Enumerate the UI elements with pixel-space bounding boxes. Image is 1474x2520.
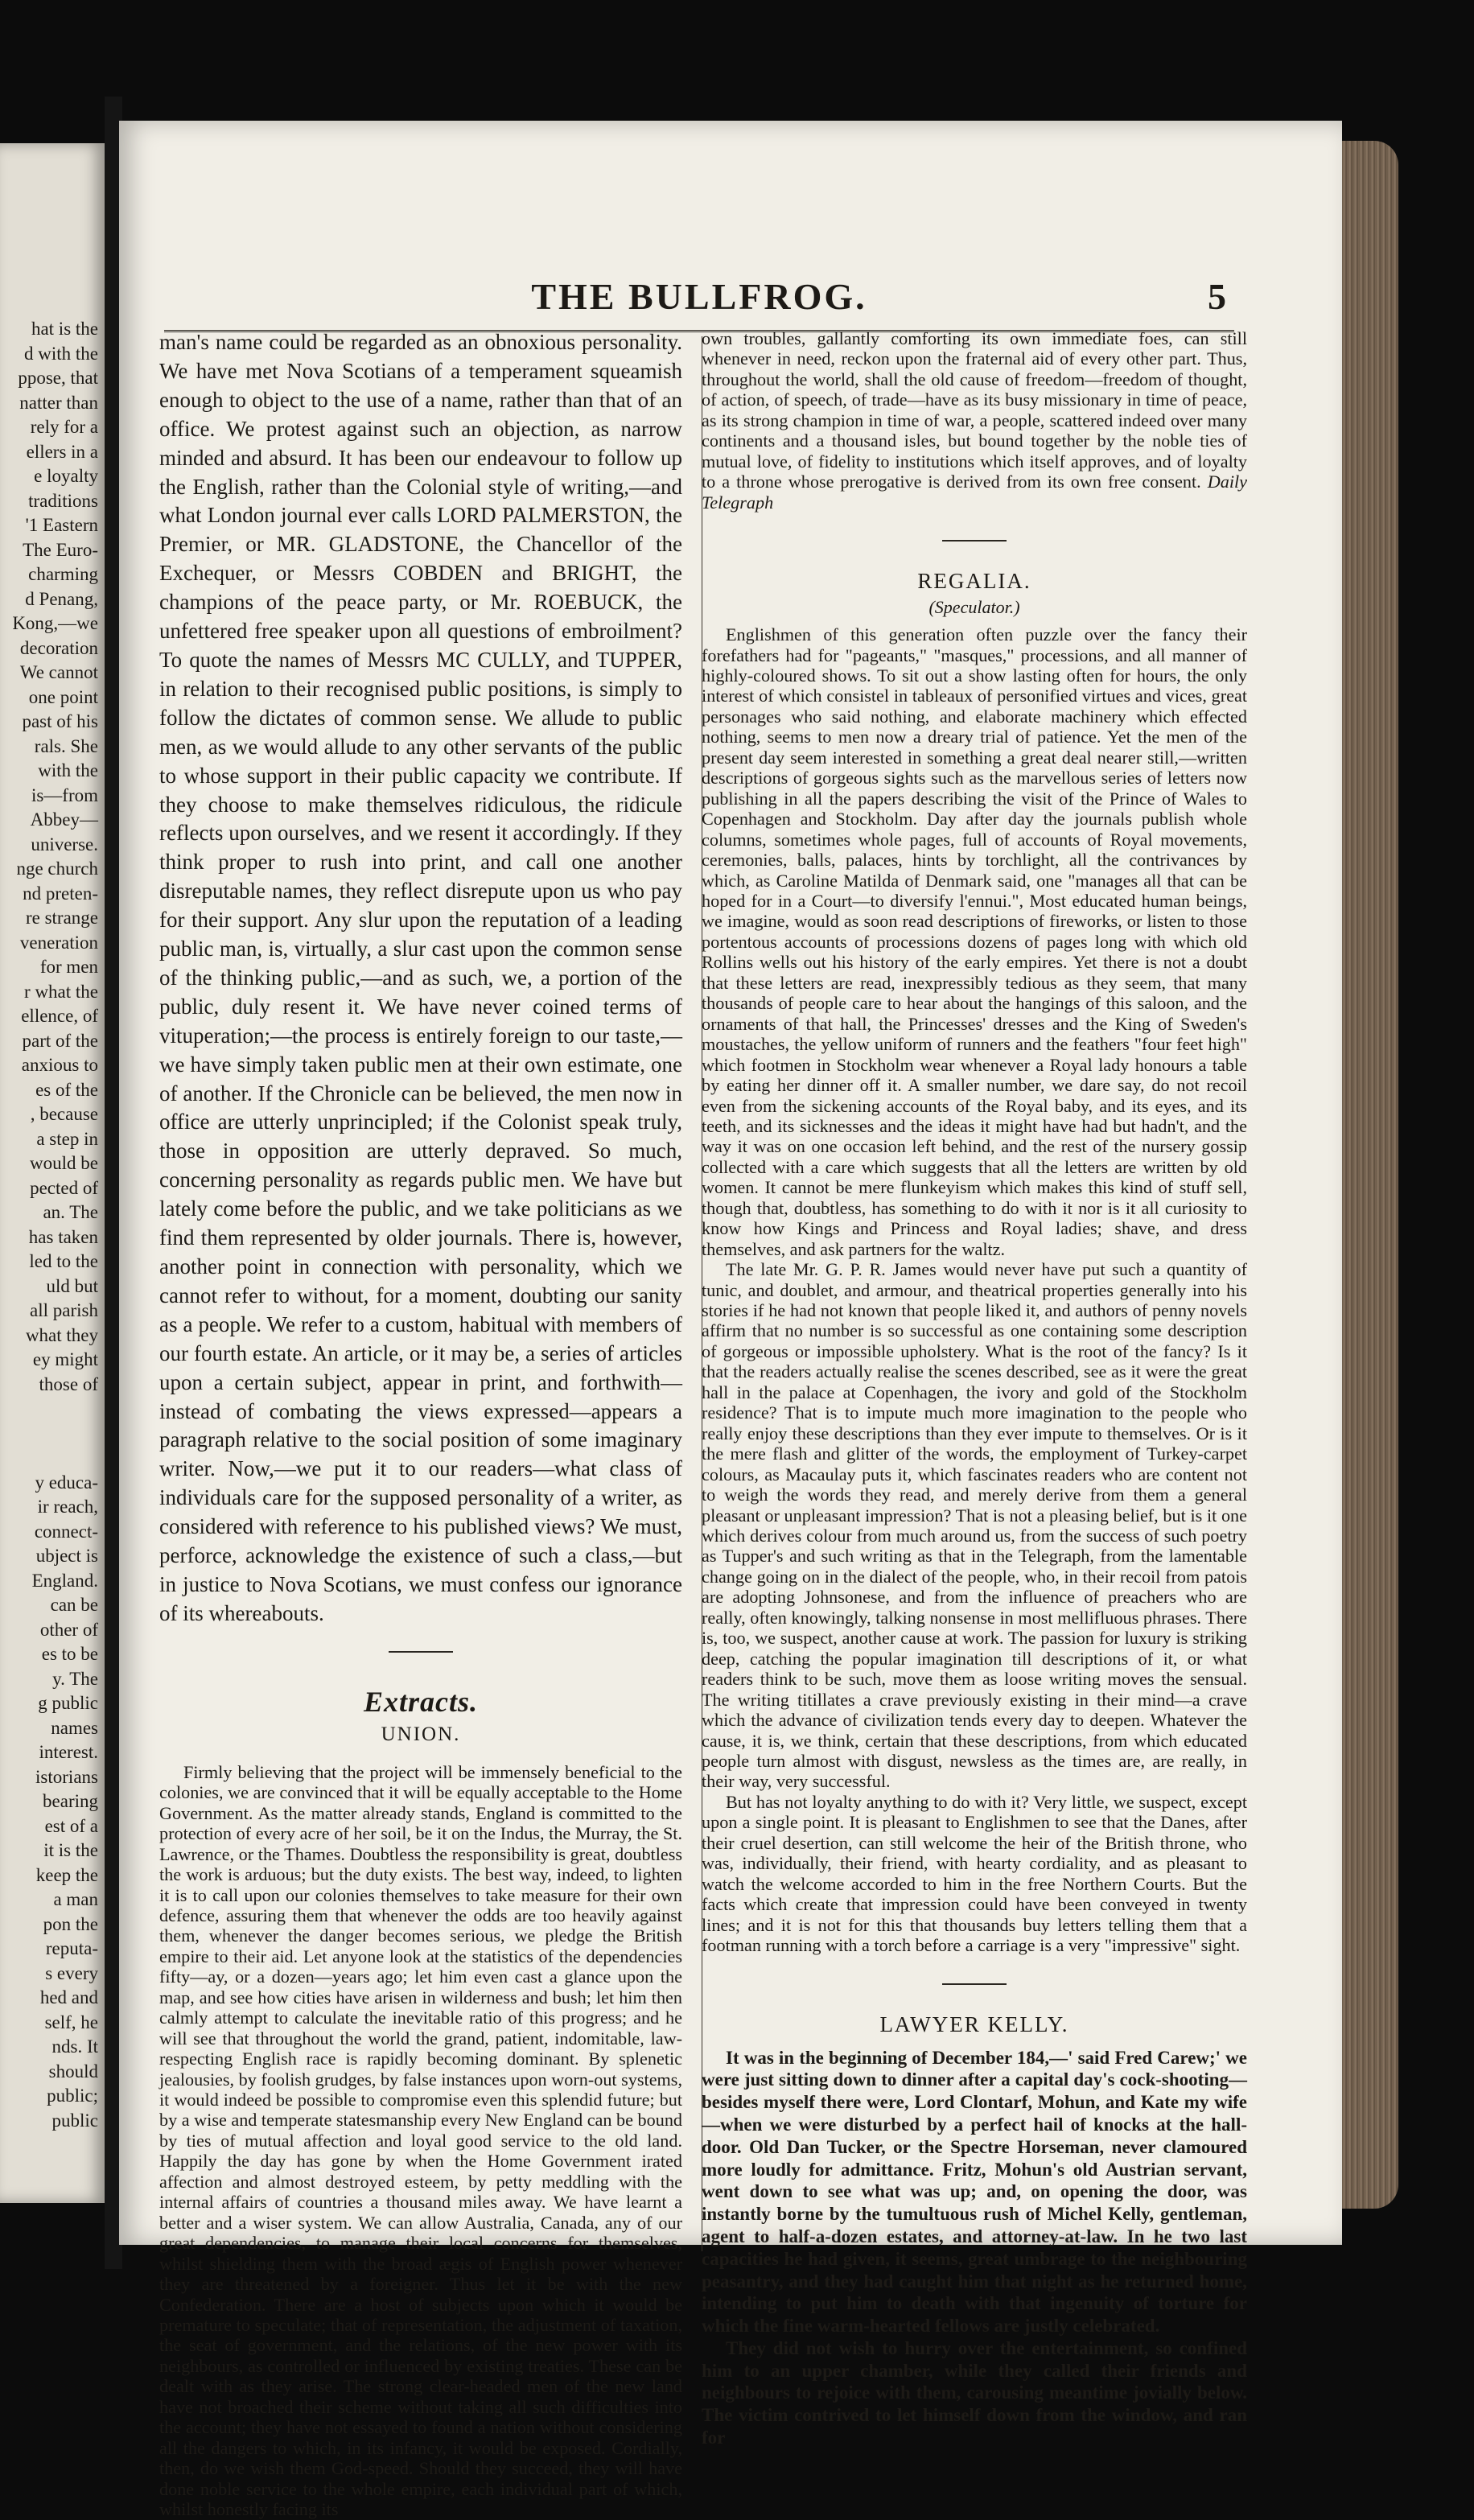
left-page-line: The Euro-	[23, 539, 98, 560]
left-page-line: We cannot	[19, 662, 98, 682]
section-rule	[942, 1983, 1007, 1985]
union-source: Daily Telegraph	[702, 471, 1247, 513]
left-page-line: r what the	[24, 981, 98, 1002]
union-title: UNION.	[381, 1723, 461, 1745]
left-page-line: es to be	[41, 1644, 98, 1664]
left-page-line: , because	[30, 1104, 98, 1124]
page-edges	[1342, 141, 1398, 2209]
left-page-line: charming	[28, 564, 98, 584]
left-page-line: Kong,—we	[12, 613, 98, 633]
union-continued-text: own troubles, gallantly comforting its own immediate foes, can still whenever in need, reckon upon the fraternal aid of every other part. Thus, throughout the world, shall the old cause of freedom—freedom of thought, of action, of speech, of trade—have as its busy missionary in time of peace, as its strong champion in time of war, a people, scattered indeed over many continents and a thousand isles, but bound together by the noble ties of mutual love, of fidelity to institutions which itself approves, and of loyalty to a throne whose prerogative is derived from its own free consent.	[702, 328, 1247, 492]
left-page-line: rals. She	[34, 735, 98, 756]
section-rule	[389, 1651, 453, 1653]
left-page-line: pon the	[43, 1913, 98, 1934]
regalia-source: (Speculator.)	[928, 597, 1020, 618]
union-continued-paragraph	[702, 328, 1247, 513]
left-page-line: ellers in a	[26, 441, 98, 462]
editorial-paragraph: man's name could be regarded as an obnoxious personality. We have met Nova Scotians of a temperament squeamish enough to object to the use of a name, rather than that of an office. We protest against such an objection, as narrow minded and absurd. It has been our endeavour to follow up the English, rather than the Colonial style of writing,—and what London journal ever calls LORD PALMERSTON, the Premier, or MR. GLADSTONE, the Chancellor of the Exchequer, or Messrs COBDEN and BRIGHT, the champions of the peace party, or Mr. ROEBUCK, the unfettered free speaker upon all questions of embroilment? To quote the names of Messrs MC CULLY, and TUPPER, in relation to their recognised public positions, is simply to follow the dictates of common sense. We allude to public men, as we would allude to any other servants of the public to whose support in their public capacity we contribute. If they choose to make themselves ridiculous, the ridicule reflects upon ourselves, and we resent it accordingly. If they think proper to rush into print, and call one another disreputable names, they reflect disrepute upon us who pay for their support. Any slur upon the reputation of a leading public man, is, virtually, a slur cast upon the common sense of the thinking public,—and as such, we, a portion of the public, duly resent it. We have never coined terms of vituperation;—the process is entirely foreign to our taste,—we have simply taken public men at their own estimate, one of another. If the Chronicle can be believed, the men now in office are utterly unprincipled; if the Colonist speak truly, those in opposition are utterly depraved. So much, concerning personality as regards public men. We have but lately come before the public, and we take politicians as we find them represented by older journals. There is, however, another point in connection with personality, which we cannot refer to without, for a moment, doubting our sanity as a people. We refer to a custom, habitual with members of our fourth estate. An article, or it may be, a series of articles upon a certain subject, appear in print, and forthwith—instead of combating the views expressed—appears a paragraph relative to the social position of some imaginary writer. Now,—we put it to our readers—what class of individuals care for the supposed personality of a writer, as considered with reference to his published views? We must, perforce, acknowledge the existence of such a class,—but in justice to Nova Scotians, we must confess our ignorance of its whereabouts.	[159, 330, 682, 1625]
left-page-line: re strange	[25, 908, 98, 928]
left-page-line: nd preten-	[23, 883, 98, 904]
left-page-line: other of	[39, 1619, 98, 1640]
left-page-line: d Penang,	[25, 588, 98, 609]
lawyer-kelly-paragraph: It was in the beginning of December 184,—' said Fred Carew;' we were just sitting down to dinner after a capital day's cock-shooting—besides myself there were, Lord Clontarf, Mohun, and Kate my wife—when we were disturbed by a perfect hail of knocks at the hall-door. Old Dan Tucker, or the Spectre Horseman, never clamoured more loudly for admittance. Fritz, Mohun's old Austrian servant, went down to see what was up; and, on opening the door, was instantly borne by the tumultuous rush of Michel Kelly, gentleman, agent to half-a-dozen estates, and attorney-at-law. In he two last capacities he had given, it seems, great umbrage to the neighbouring peasantry, and they had caught him that night as he returned home, intending to put him to death with that ingenuity of torture for which the fine warm-hearted fellows are justly celebrated.	[702, 2047, 1247, 2337]
page-header	[164, 274, 1234, 330]
left-page-line: hed and	[39, 1987, 98, 2007]
left-page-line: self, he	[44, 2011, 98, 2032]
regalia-title: REGALIA.	[917, 569, 1031, 594]
left-page-line: y. The	[52, 1668, 98, 1689]
left-page-line: is—from	[31, 784, 98, 805]
page-title: THE BULLFROG.	[531, 276, 867, 317]
left-page-line: should	[48, 2061, 98, 2081]
left-page-line: has taken	[28, 1226, 98, 1247]
left-page-line: those of	[39, 1373, 98, 1394]
left-page-line: led to the	[29, 1251, 98, 1271]
left-page-line: d with the	[24, 343, 98, 364]
lawyer-kelly-paragraph: They did not wish to hurry over the entertainment, so confined him to an upper chamber, while they called their friends and neighbours to rejoice with them, carousing meantime jovially below. The victim contrived to let himself down from the window, and ran for	[702, 2337, 1247, 2448]
union-paragraph: Firmly believing that the project will be immensely beneficial to the colonies, we are convinced that it will be equally acceptable to the Home Government. As the matter already stands, England is committed to the protection of every acre of her soil, be it on the Indus, the Murray, the St. Lawrence, or the Thames. Doubtless the responsibility is great, doubtless the work is arduous; but the duty exists. The best way, indeed, to lighten it is to call upon our colonies themselves to take measure for their own defence, assuring them that whenever the odds are too heavily against them, whenever the danger becomes serious, we pledge the British empire to their aid. Let anyone look at the statistics of the dependencies fifty—ay, or a dozen—years ago; let him even cast a glance upon the map, and see how cities have arisen in wilderness and bush; let him then calmly attempt to calculate the inevitable ratio of this progress; and he will see that throughout the world the grand, patient, indomitable, law-respecting English race is rapidly becoming dominant. By splenetic jealousies, by foolish grudges, by false instances upon worn-out systems, it would indeed be possible to compromise even this splendid future; but by a wise and temperate statesmanship every New England can be bound by ties of mutual affection and loyal good service to the old land. Happily the day has gone by when the Home Government irated affection and almost destroyed esteem, by petty meddling with the internal affairs of countries a thousand miles away. We have learnt a better and a wiser system. We can allow Australia, Canada, any of our great dependencies, to manage their local concerns for themselves, whilst shielding them with the broad ægis of English power whenever they are threatened by a foreigner. Thus let it be with the new Confederation. There are a host of subjects upon which it would be premature to speculate; that of representation, the adjustment of taxation, the seat of government, and the relations, of the new power with its neighbours, as controlled or influenced by existing treaties. These can be dealt with as they arise. The strong clear-headed men of the new land have not broached their scheme without taking all such difficulties into the account; they have not essayed to found a nation without considering all the dangers to which, in its infancy, it would be exposed. Cordially, then, do we wish them God-speed. Should they succeed, they will have done noble service to the whole empire, each individual part of which, whilst honestly facing its	[159, 1761, 683, 2520]
lawyer-kelly-title: LAWYER KELLY.	[879, 2011, 1069, 2036]
left-page-line: anxious to	[21, 1055, 98, 1075]
left-page-line: s every	[45, 1962, 98, 1983]
left-page-line: ppose, that	[18, 368, 98, 388]
left-page-line: public;	[47, 2086, 98, 2106]
left-page-line: with the	[38, 760, 98, 780]
left-page-line: decoration	[19, 637, 98, 658]
left-page-line: it is the	[43, 1840, 98, 1860]
left-page-line: Abbey—	[30, 809, 98, 830]
left-page-line: ir reach,	[37, 1497, 98, 1517]
left-page-line: traditions	[28, 490, 98, 511]
left-page-line: uld but	[46, 1275, 98, 1296]
left-page-line: connect-	[34, 1521, 98, 1542]
extracts-heading: Extracts.	[363, 1685, 478, 1718]
left-page-line: names	[51, 1717, 98, 1738]
left-page-fragment	[0, 143, 105, 2203]
left-page-text	[0, 143, 105, 2133]
left-page-line: g public	[38, 1693, 98, 1713]
left-page-line: a step in	[36, 1128, 98, 1149]
left-page-line: keep the	[35, 1864, 98, 1885]
left-page-line: e loyalty	[34, 466, 98, 486]
left-page-line: ellence, of	[21, 1006, 98, 1026]
left-page-line: nds. It	[51, 2036, 98, 2057]
left-page-line: y educa-	[35, 1472, 98, 1493]
left-page-line: veneration	[19, 932, 98, 953]
regalia-paragraph: Englishmen of this generation often puzzle over the fancy their forefathers had for "pageants," "masques," processions, and all manner of highly-coloured shows. To sit out a show lasting often for hours, the only interest of which consistel in tableaux of personified virtues and vices, great personages who said nothing, and elaborate machinery which effected nothing, seems to men now a dreary trial of patience. Yet the men of the present day seem interested in something a great deal nearer still,—written descriptions of gorgeous sights such as the marvellous series of letters now publishing in all the papers describing the visit of the Prince of Wales to Copenhagen and Stockholm. Day after day the journals publish whole columns, sometimes whole pages, full of accounts of Royal movements, ceremonies, balls, palaces, hints by torchlight, all the contrivances by which, as Caroline Matilda of Denmark said, one "manages all that can be hoped for in a Court—to diversify l'ennui.", Most educated human beings, we imagine, would as soon read descriptions of fireworks, or listen to those portentous accounts of processions dozens of pages long with which old Rollins wells out his history of the early empires. Yet there is not a doubt that these letters are read, inexpressibly tedious as they seem, that many thousands of people care to hear about the hangings of this saloon, and the ornaments of that hall, the Princesses' dresses and the King of Sweden's moustaches, the yellow uniform of runners and the feathers "four feet high" which footmen in Stockholm wear whenever a Royal lady honours a table by eating her dinner off it. A smaller number, we dare say, do not recoil even from the sickening accounts of the Royal baby, and its eyes, and its teeth, and its sicknesses and the ideas it might have had but hadn't, and the way it was on one occasion left behind, and the rest of the nursery gossip collected with a care which suggests that all the letters are written by old women. It cannot be mere flunkeyism which makes this kind of stuff sell, though that, doubtless, has something to do with it nor is it all curiosity to know how Kings and Princess and Royal ladies; shave, and dress themselves, and ask partners for the waltz.	[702, 624, 1247, 1259]
left-column	[159, 328, 682, 2520]
left-page-line: an. The	[43, 1202, 98, 1222]
left-page-line: pected of	[30, 1177, 98, 1198]
left-page-line: bearing	[43, 1791, 98, 1811]
left-page-line: England.	[31, 1570, 98, 1591]
left-page-line: es of the	[35, 1079, 98, 1100]
left-page-line: what they	[25, 1324, 98, 1345]
left-page-line: reputa-	[45, 1938, 98, 1958]
section-rule	[942, 540, 1007, 541]
left-page-line: est of a	[44, 1815, 98, 1836]
page-number: 5	[1208, 276, 1226, 317]
left-page-line: natter than	[19, 392, 98, 413]
regalia-paragraph: The late Mr. G. P. R. James would never have put such a quantity of tunic, and doublet, and armour, and theatrical properties generally into his stories if he had not known that people liked it, and authors of penny novels affirm that no number is so successful as one containing some description of gorgeous or impossible upholstery. What is the root of the fancy? Is it that the readers actually realise the scenes described, see as it were the great hall in the palace at Copenhagen, the ivory and gold of the Stockholm residence? That is to impute much more imagination to the people who really enjoy these descriptions than they ever impute to themselves. Or is it the mere flash and glitter of the words, the employment of Turkey-carpet colours, as Macaulay puts it, which fascinates readers who are content not to weigh the words they read, and merely derive from them a general pleasant or unpleasant impression? That is not a pleasing belief, but is it one which derives colour from much around us, from the success of such poetry as Tupper's and such writing as that in the Telegraph, from the lamentable change going on in the dialect of the people, who, in their recoil from patois are adopting Johnsonese, and from the influence of preachers who are really, often knowingly, talking nonsense in most mellifluous phrases. There is, too, we suspect, another cause at work. The passion for luxury is striking deep, catching the popular imagination till descriptions of it, or what readers think to be such, move them as loose writing moves the sensual. The writing titillates a crave previously existing in their mind—a crave which the advance of civilization tends every day to deepen. Whatever the cause, it is, we think, certain that these descriptions, from which educated people turn almost with disgust, newsless as the times are, are really, in their way, very successful.	[702, 1259, 1247, 1792]
left-page-line: hat is the	[31, 319, 98, 339]
left-page-line: rely for a	[30, 417, 98, 437]
left-page-line: ubject is	[35, 1546, 98, 1566]
left-page-line: universe.	[31, 834, 98, 854]
left-page-line: public	[51, 2110, 98, 2131]
left-page-line: part of the	[22, 1030, 98, 1051]
regalia-paragraph: But has not loyalty anything to do with it? Very little, we suspect, except upon a single point. It is pleasant to Englishmen to see that the Danes, after their cruel desertion, can still welcome the heir of the British throne, who was, individually, their friend, with hearty cordiality, and as pleasant to watch the welcome accorded to him in the free Northern Courts. But the facts which create that impression could have been conveyed in twenty lines; and it is not for this that thousands buy letters telling them that a footman running with a torch before a carriage is a very "impressive" sight.	[702, 1791, 1247, 1956]
left-page-line: '1 Eastern	[25, 515, 98, 535]
left-page-line: would be	[30, 1153, 98, 1173]
left-page-line: istorians	[35, 1766, 98, 1787]
left-page-line: interest.	[39, 1742, 98, 1762]
left-page-line	[0, 1446, 105, 1471]
left-page-line: a man	[53, 1889, 98, 1909]
left-page-line: one point	[28, 686, 98, 707]
left-page-line	[0, 1397, 105, 1422]
left-page-line: can be	[50, 1595, 98, 1615]
left-page-line: all parish	[30, 1300, 98, 1320]
left-page-line	[0, 1422, 105, 1447]
left-page-line: for men	[39, 957, 98, 977]
left-page-line: ey might	[32, 1349, 98, 1369]
right-column	[702, 328, 1247, 2449]
left-page-line: past of his	[22, 711, 98, 731]
left-page-line: nge church	[16, 859, 98, 879]
